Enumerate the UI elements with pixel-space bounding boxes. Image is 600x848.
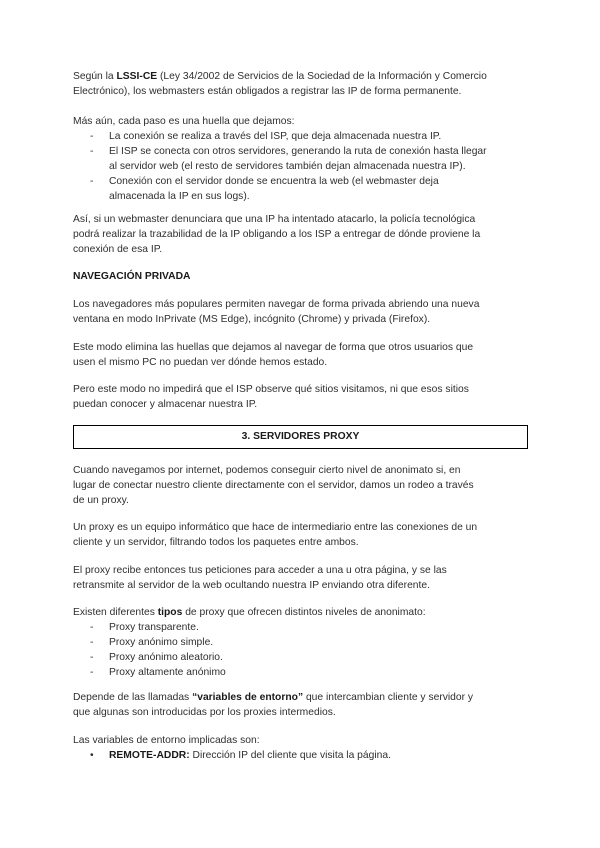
list-item-line: Proxy anónimo aleatorio. <box>109 652 223 663</box>
text-line: usen el mismo PC no puedan ver dónde hemos estado. <box>73 357 328 368</box>
text-line: El proxy recibe entonces tus peticiones para acceder a una u otra página, y se las <box>73 565 447 576</box>
list-item-line: El ISP se conecta con otros servidores, generando la ruta de conexión hasta llegar <box>109 146 487 157</box>
list-item <box>73 665 528 680</box>
list-item-line: al servidor web (el resto de servidores también dejan almacenada nuestra IP). <box>109 161 466 172</box>
huella-list <box>73 129 528 204</box>
text: que intercambian cliente y servidor y <box>303 692 474 703</box>
text-line: Así, si un webmaster denunciara que una IP ha intentado atacarlo, la policía tecnológica <box>73 214 476 225</box>
text: (Ley 34/2002 de Servicios de la Sociedad de la Información y Comercio <box>157 71 487 82</box>
text-line: que algunas son introducidas por los proxies intermedios. <box>73 707 336 718</box>
list-item <box>73 174 528 204</box>
list-item-line: La conexión se realiza a través del ISP, que deja almacenada nuestra IP. <box>109 131 442 142</box>
list-item <box>73 748 528 763</box>
list-item-line: Proxy anónimo simple. <box>109 637 214 648</box>
text-line: retransmite al servidor de la web ocultando nuestra IP enviando otra diferente. <box>73 580 430 591</box>
paragraph-modo <box>73 340 528 370</box>
text: Existen diferentes <box>73 607 158 618</box>
dash-marker: - <box>90 146 94 157</box>
section-title-servidores-proxy: 3. SERVIDORES PROXY <box>73 425 528 449</box>
text-line: Electrónico), los webmasters están obligados a registrar las IP de forma permanente. <box>73 86 462 97</box>
list-item <box>73 129 528 144</box>
dash-marker: - <box>90 652 94 663</box>
text-line: Las variables de entorno implicadas son: <box>73 735 260 746</box>
text-line: cliente y un servidor, filtrando todos los paquetes entre ambos. <box>73 537 359 548</box>
paragraph-navegadores <box>73 297 528 327</box>
dash-marker: - <box>90 622 94 633</box>
dash-marker: - <box>90 176 94 187</box>
list-item-line: Proxy altamente anónimo <box>109 667 226 678</box>
bold-term: tipos <box>157 607 183 618</box>
bold-term: REMOTE-ADDR: <box>109 750 190 761</box>
text: Depende de las llamadas <box>73 692 193 703</box>
dash-marker: - <box>90 131 94 142</box>
paragraph-huella <box>73 114 528 129</box>
list-item-line: Proxy transparente. <box>109 622 199 633</box>
text-line: conexión de esa IP. <box>73 244 163 255</box>
list-item <box>73 144 528 174</box>
text-line: lugar de conectar nuestro cliente directamente con el servidor, damos un rodeo a través <box>73 480 474 491</box>
text-line: puedan conocer y almacenar nuestra IP. <box>73 399 258 410</box>
bold-term: LSSI-CE <box>116 71 158 82</box>
text: Dirección IP del cliente que visita la página. <box>189 750 391 761</box>
paragraph-lssi <box>73 69 528 99</box>
proxy-types-list <box>73 620 528 680</box>
text-line: de un proxy. <box>73 495 129 506</box>
list-item-line: Conexión con el servidor donde se encuentra la web (el webmaster deja <box>109 176 439 187</box>
dash-marker: - <box>90 667 94 678</box>
paragraph-anonimato <box>73 463 528 508</box>
list-item <box>73 620 528 635</box>
paragraph-isp <box>73 382 528 412</box>
paragraph-implicadas <box>73 733 528 748</box>
paragraph-peticiones <box>73 563 528 593</box>
list-item <box>73 635 528 650</box>
paragraph-trazabilidad <box>73 212 528 257</box>
text: de proxy que ofrecen distintos niveles de anonimato: <box>182 607 426 618</box>
text-line: podrá realizar la trazabilidad de la IP obligando a los ISP a entregar de dónde proviene la <box>73 229 481 240</box>
heading-navegacion-privada: NAVEGACIÓN PRIVADA <box>73 271 191 282</box>
list-item <box>73 650 528 665</box>
text-line: Cuando navegamos por internet, podemos conseguir cierto nivel de anonimato si, en <box>73 465 461 476</box>
bullet-marker: • <box>90 750 94 761</box>
paragraph-variables <box>73 690 528 720</box>
env-vars-list <box>73 748 528 763</box>
list-item-line: almacenada la IP en sus logs). <box>109 191 250 202</box>
text-line: Un proxy es un equipo informático que hace de intermediario entre las conexiones de un <box>73 522 478 533</box>
text-line: Más aún, cada paso es una huella que dejamos: <box>73 116 295 127</box>
dash-marker: - <box>90 637 94 648</box>
bold-term: “variables de entorno” <box>192 692 304 703</box>
text-line: Los navegadores más populares permiten navegar de forma privada abriendo una nueva <box>73 299 480 310</box>
text-line: ventana en modo InPrivate (MS Edge), incógnito (Chrome) y privada (Firefox). <box>73 314 431 325</box>
text: Según la <box>73 71 117 82</box>
text-line: Este modo elimina las huellas que dejamos al navegar de forma que otros usuarios que <box>73 342 474 353</box>
paragraph-tipos <box>73 605 528 620</box>
text-line: Pero este modo no impedirá que el ISP observe qué sitios visitamos, ni que esos sitios <box>73 384 469 395</box>
paragraph-proxy-definicion <box>73 520 528 550</box>
